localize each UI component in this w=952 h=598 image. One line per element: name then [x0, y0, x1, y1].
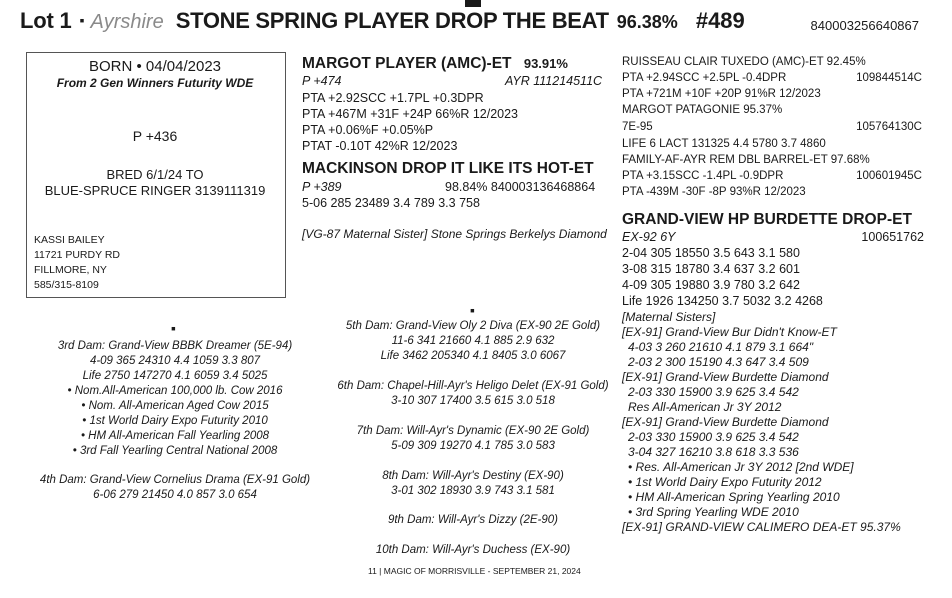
page-footer: 11 | MAGIC OF MORRISVILLE - SEPTEMBER 21, 2024 — [368, 566, 581, 576]
sister-line: Res All-American Jr 3Y 2012 — [628, 400, 782, 414]
pedigree-line: 6th Dam: Chapel-Hill-Ayr's Heligo Delet (EX-91 Gold) — [337, 380, 609, 392]
ancestor-id: 100601945C — [856, 170, 922, 182]
pedigree-line: 11-6 341 21660 4.1 885 2.9 632 — [391, 335, 555, 347]
page-tab-marker — [465, 0, 481, 7]
p-value: P +436 — [132, 128, 178, 144]
granddam-id: 100651762 — [861, 230, 924, 244]
ancestor-line: 7E-95 — [622, 121, 653, 133]
ancestor-line: PTA +2.94SCC +2.5PL -0.4DPR — [622, 72, 787, 84]
bred-date: BRED 6/1/24 TO — [106, 167, 204, 182]
pedigree-line: 8th Dam: Will-Ayr's Destiny (EX-90) — [382, 470, 564, 482]
sister-line: [EX-91] Grand-View Burdette Diamond — [622, 415, 829, 429]
breed-label: Ayrshire — [90, 11, 164, 33]
dam-sister: [VG-87 Maternal Sister] Stone Springs Berkelys Diamond — [302, 227, 607, 241]
pedigree-line: 4-09 365 24310 4.4 1059 3.3 807 — [89, 355, 261, 367]
pedigree-line: 5-09 309 19270 4.1 785 3.0 583 — [391, 440, 555, 452]
dam-percent-id: 98.84% 840003136468864 — [445, 180, 596, 194]
section-dot: ▪ — [470, 302, 475, 318]
consignor-name: KASSI BAILEY — [34, 234, 105, 246]
catalog-number: #489 — [695, 8, 745, 33]
pedigree-line: • HM All-American Fall Yearling 2008 — [80, 430, 270, 442]
sire-line-3: PTA +0.06%F +0.05%P — [302, 123, 434, 137]
maternal-sisters-title: [Maternal Sisters] — [622, 310, 716, 324]
animal-name: STONE SPRING PLAYER DROP THE BEAT — [175, 8, 609, 33]
pedigree-line: Life 3462 205340 4.1 8405 3.0 6067 — [380, 350, 566, 362]
sister-line: 4-03 3 260 21610 4.1 879 3.1 664" — [628, 340, 814, 354]
sister-line: 2-03 330 15900 3.9 625 3.4 542 — [628, 430, 799, 444]
pedigree-line: 3-10 307 17400 3.5 615 3.0 518 — [391, 395, 555, 407]
sire-line-1: PTA +2.92SCC +1.7PL +0.3DPR — [302, 91, 484, 105]
sister-line: • HM All-American Spring Yearling 2010 — [628, 490, 840, 504]
granddam-class: EX-92 6Y — [622, 230, 676, 244]
granddam-record-2: 3-08 315 18780 3.4 637 3.2 601 — [622, 262, 800, 276]
ancestor-line: LIFE 6 LACT 131325 4.4 5780 3.7 4860 — [622, 138, 826, 150]
pedigree-line: 7th Dam: Will-Ayr's Dynamic (EX-90 2E Gold) — [356, 425, 590, 437]
ancestor-line: PTA +3.15SCC -1.4PL -0.9DPR — [622, 170, 784, 182]
sister-line: [EX-91] GRAND-VIEW CALIMERO DEA-ET 95.37% — [622, 520, 901, 534]
consignor-city: FILLMORE, NY — [34, 264, 107, 276]
consignor-address: 11721 PURDY RD — [34, 249, 120, 261]
ancestor-name: RUISSEAU CLAIR TUXEDO (AMC)-ET 92.45% — [622, 56, 866, 68]
granddam-record-life: Life 1926 134250 3.7 5032 3.2 4268 — [622, 294, 823, 308]
dam-record: 5-06 285 23489 3.4 789 3.3 758 — [302, 196, 480, 210]
registration-id: 840003256640867 — [810, 18, 919, 33]
sister-line: 3-04 327 16210 3.8 618 3.3 536 — [628, 445, 799, 459]
sire-ayr: AYR 111214511C — [505, 74, 603, 88]
pedigree-line: 6-06 279 21450 4.0 857 3.0 654 — [93, 489, 257, 501]
ancestor-line: PTA -439M -30F -8P 93%R 12/2023 — [622, 186, 806, 198]
dam-p: P +389 — [302, 180, 342, 194]
pedigree-line: 9th Dam: Will-Ayr's Dizzy (2E-90) — [387, 514, 559, 526]
animal-percent: 96.38% — [616, 12, 678, 32]
ancestor-id: 105764130C — [856, 121, 922, 133]
granddam-record-1: 2-04 305 18550 3.5 643 3.1 580 — [622, 246, 800, 260]
consignor-phone: 585/315-8109 — [34, 279, 99, 291]
pedigree-line: 5th Dam: Grand-View Oly 2 Diva (EX-90 2E Gold) — [345, 320, 601, 332]
ancestor-name: FAMILY-AF-AYR REM DBL BARREL-ET 97.68% — [622, 154, 870, 166]
pedigree-line: Life 2750 147270 4.1 6059 3.4 5025 — [82, 370, 268, 382]
pedigree-line: • 3rd Fall Yearling Central National 2008 — [72, 445, 278, 457]
sister-line: 2-03 330 15900 3.9 625 3.4 542 — [628, 385, 799, 399]
pedigree-line: • 1st World Dairy Expo Futurity 2010 — [82, 415, 268, 427]
granddam-record-3: 4-09 305 19880 3.9 780 3.2 642 — [622, 278, 800, 292]
from-note: From 2 Gen Winners Futurity WDE — [56, 76, 254, 90]
pedigree-line: 3rd Dam: Grand-View BBBK Dreamer (5E-94) — [57, 340, 293, 352]
pedigree-line: 3-01 302 18930 3.9 743 3.1 581 — [391, 485, 555, 497]
sister-line: • 1st World Dairy Expo Futurity 2012 — [628, 475, 822, 489]
sister-line: 2-03 2 300 15190 4.3 647 3.4 509 — [628, 355, 809, 369]
sire-percent: 93.91% — [523, 56, 568, 71]
sister-line: • Res. All-American Jr 3Y 2012 [2nd WDE] — [628, 460, 854, 474]
bred-to-sire: BLUE-SPRUCE RINGER 3139111319 — [44, 183, 266, 198]
sire-name-text: MARGOT PLAYER (AMC)-ET — [302, 55, 512, 72]
sire-p: P +474 — [302, 74, 342, 88]
born-date: BORN • 04/04/2023 — [89, 58, 221, 75]
sister-line: [EX-91] Grand-View Burdette Diamond — [622, 370, 829, 384]
sire-name — [302, 55, 568, 73]
pedigree-line: 10th Dam: Will-Ayr's Duchess (EX-90) — [375, 544, 571, 556]
granddam-name: GRAND-VIEW HP BURDETTE DROP-ET — [622, 211, 912, 228]
sister-line: [EX-91] Grand-View Bur Didn't Know-ET — [622, 325, 837, 339]
lot-header — [20, 8, 745, 42]
section-dot: ▪ — [171, 320, 176, 336]
ancestor-line: PTA +721M +10F +20P 91%R 12/2023 — [622, 88, 821, 100]
sire-line-4: PTAT -0.10T 42%R 12/2023 — [302, 139, 458, 153]
pedigree-line: 4th Dam: Grand-View Cornelius Drama (EX-91 Gold) — [39, 474, 311, 486]
ancestor-id: 109844514C — [856, 72, 922, 84]
dam-name: MACKINSON DROP IT LIKE ITS HOT-ET — [302, 160, 594, 177]
pedigree-line: • Nom. All-American Aged Cow 2015 — [81, 400, 269, 412]
lot-number: Lot 1 — [20, 8, 72, 33]
header-bullet: ▪ — [79, 12, 85, 28]
pedigree-line: • Nom.All-American 100,000 lb. Cow 2016 — [67, 385, 283, 397]
ancestor-name: MARGOT PATAGONIE 95.37% — [622, 104, 783, 116]
sister-line: • 3rd Spring Yearling WDE 2010 — [628, 505, 799, 519]
sire-line-2: PTA +467M +31F +24P 66%R 12/2023 — [302, 107, 519, 121]
